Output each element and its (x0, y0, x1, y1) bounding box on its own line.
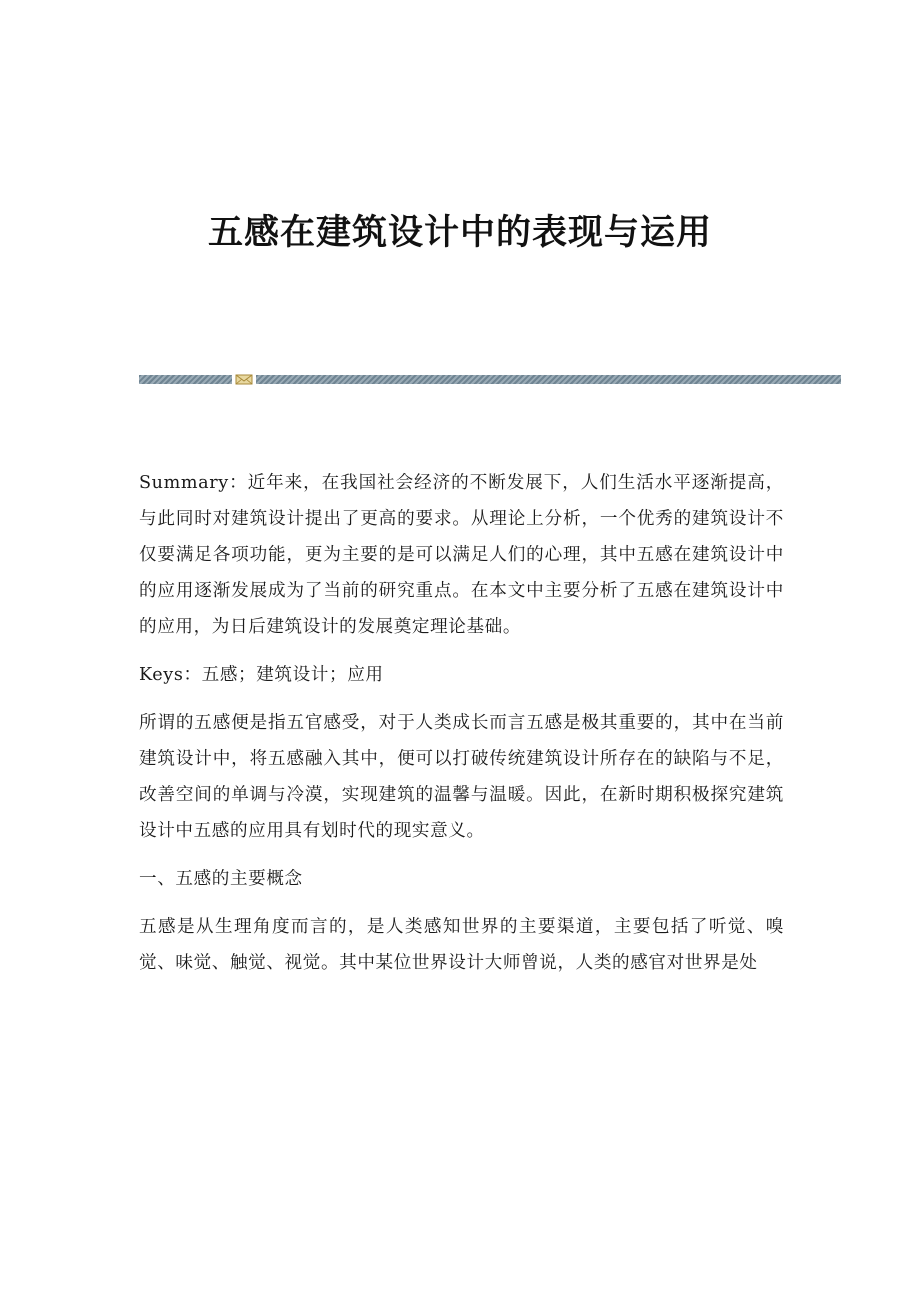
divider-bar-right (256, 375, 841, 384)
divider-bar-left (139, 375, 232, 384)
ornament-icon (235, 373, 253, 386)
section-heading: 一、五感的主要概念 (139, 869, 303, 889)
intro-paragraph: 所谓的五感便是指五官感受，对于人类成长而言五感是极其重要的，其中在当前建筑设计中，将五感融入其中，便可以打破传统建筑设计所存在的缺陷与不足，改善空间的单调与冷漠，实现建筑的温馨与温暖。因此，在新时期积极探究建筑设计中五感的应用具有划时代的现实意义。 (139, 713, 784, 841)
summary-paragraph: Summary：近年来，在我国社会经济的不断发展下，人们生活水平逐渐提高，与此同时对建筑设计提出了更高的要求。从理论上分析，一个优秀的建筑设计不仅要满足各项功能，更为主要的是可以满足人们的心理，其中五感在建筑设计中的应用逐渐发展成为了当前的研究重点。在本文中主要分析了五感在建筑设计中的应用，为日后建筑设计的发展奠定理论基础。 (139, 473, 784, 637)
title-divider (139, 375, 841, 384)
document-body (139, 465, 784, 993)
keywords-paragraph: Keys：五感；建筑设计；应用 (139, 665, 384, 685)
document-title: 五感在建筑设计中的表现与运用 (207, 213, 712, 253)
body-paragraph: 五感是从生理角度而言的，是人类感知世界的主要渠道，主要包括了听觉、嗅觉、味觉、触觉、视觉。其中某位世界设计大师曾说，人类的感官对世界是处 (139, 917, 784, 973)
